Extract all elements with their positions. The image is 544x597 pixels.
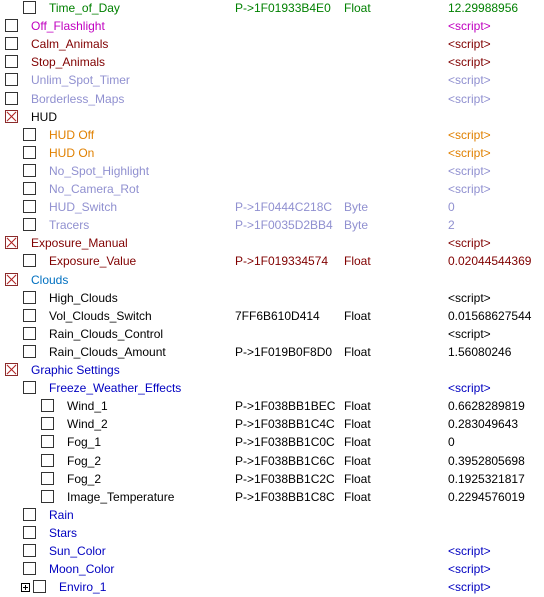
value[interactable]: 0.3952805698: [448, 454, 525, 468]
description[interactable]: Stop_Animals: [31, 55, 106, 69]
value[interactable]: <script>: [448, 73, 491, 87]
activate-checkbox[interactable]: [33, 580, 46, 593]
table-row[interactable]: [0, 18, 544, 36]
table-row[interactable]: [0, 145, 544, 163]
description[interactable]: HUD On: [49, 146, 95, 160]
description[interactable]: Fog_2: [67, 454, 102, 468]
activate-checkbox[interactable]: [23, 164, 36, 177]
value[interactable]: <script>: [448, 291, 491, 305]
description[interactable]: No_Spot_Highlight: [49, 164, 150, 178]
description[interactable]: Rain_Clouds_Amount: [49, 345, 166, 359]
activate-checkbox[interactable]: [5, 19, 18, 32]
table-row[interactable]: [0, 290, 544, 308]
activate-checkbox[interactable]: [5, 110, 18, 123]
table-row[interactable]: [0, 525, 544, 543]
description[interactable]: Exposure_Manual: [31, 236, 128, 250]
activate-checkbox[interactable]: [23, 508, 36, 521]
activate-checkbox[interactable]: [23, 291, 36, 304]
description[interactable]: Wind_1: [67, 399, 108, 413]
activate-checkbox[interactable]: [23, 254, 36, 267]
table-row[interactable]: [0, 109, 544, 127]
address[interactable]: P->1F038BB1C0C: [235, 435, 335, 449]
value[interactable]: <script>: [448, 19, 491, 33]
value-type[interactable]: Float: [344, 454, 371, 468]
value[interactable]: 12.29988956: [448, 1, 519, 15]
description[interactable]: Image_Temperature: [67, 490, 175, 504]
description[interactable]: HUD Off: [49, 128, 95, 142]
value-type[interactable]: Float: [344, 490, 371, 504]
value[interactable]: 0.2294576019: [448, 490, 525, 504]
value[interactable]: 0.6628289819: [448, 399, 525, 413]
activate-checkbox[interactable]: [5, 55, 18, 68]
activate-checkbox[interactable]: [23, 182, 36, 195]
address[interactable]: P->1F038BB1C6C: [235, 454, 335, 468]
activate-checkbox[interactable]: [23, 200, 36, 213]
value[interactable]: 0: [448, 435, 455, 449]
address[interactable]: P->1F0444C218C: [235, 200, 333, 214]
table-row[interactable]: [0, 0, 544, 18]
value[interactable]: <script>: [448, 146, 491, 160]
value[interactable]: 0.1925321817: [448, 472, 525, 486]
activate-checkbox[interactable]: [5, 37, 18, 50]
activate-checkbox[interactable]: [5, 236, 18, 249]
address[interactable]: P->1F038BB1C2C: [235, 472, 335, 486]
value[interactable]: <script>: [448, 182, 491, 196]
table-row[interactable]: [0, 579, 544, 597]
value-type[interactable]: Float: [344, 345, 371, 359]
table-row[interactable]: [0, 507, 544, 525]
description[interactable]: Fog_1: [67, 435, 102, 449]
table-row[interactable]: [0, 127, 544, 145]
value[interactable]: 1.56080246: [448, 345, 512, 359]
activate-checkbox[interactable]: [23, 526, 36, 539]
table-row[interactable]: [0, 380, 544, 398]
value[interactable]: <script>: [448, 164, 491, 178]
activate-checkbox[interactable]: [23, 327, 36, 340]
table-row[interactable]: [0, 326, 544, 344]
value-type[interactable]: Byte: [344, 218, 369, 232]
description[interactable]: Time_of_Day: [49, 1, 120, 15]
value-type[interactable]: Float: [344, 309, 371, 323]
address[interactable]: P->1F01933B4E0: [235, 1, 331, 15]
activate-checkbox[interactable]: [41, 454, 54, 467]
activate-checkbox[interactable]: [23, 309, 36, 322]
address[interactable]: P->1F019B0F8D0: [235, 345, 333, 359]
description[interactable]: Exposure_Value: [49, 254, 137, 268]
activate-checkbox[interactable]: [23, 128, 36, 141]
value-type[interactable]: Float: [344, 399, 371, 413]
description[interactable]: Sun_Color: [49, 544, 106, 558]
activate-checkbox[interactable]: [5, 92, 18, 105]
address[interactable]: P->1F019334574: [235, 254, 329, 268]
value-type[interactable]: Float: [344, 1, 371, 15]
value[interactable]: <script>: [448, 327, 491, 341]
description[interactable]: Stars: [49, 526, 78, 540]
activate-checkbox[interactable]: [41, 435, 54, 448]
value[interactable]: 0: [448, 200, 455, 214]
activate-checkbox[interactable]: [23, 544, 36, 557]
table-row[interactable]: [0, 72, 544, 90]
activate-checkbox[interactable]: [23, 562, 36, 575]
description[interactable]: HUD: [31, 110, 57, 124]
description[interactable]: Borderless_Maps: [31, 92, 125, 106]
address[interactable]: P->1F038BB1BEC: [235, 399, 336, 413]
address[interactable]: 7FF6B610D414: [235, 309, 320, 323]
table-row[interactable]: [0, 181, 544, 199]
description[interactable]: Freeze_Weather_Effects: [49, 381, 182, 395]
description[interactable]: HUD_Switch: [49, 200, 118, 214]
description[interactable]: Moon_Color: [49, 562, 115, 576]
description[interactable]: Vol_Clouds_Switch: [49, 309, 152, 323]
activate-checkbox[interactable]: [23, 218, 36, 231]
table-row[interactable]: [0, 217, 544, 235]
value[interactable]: 0.01568627544: [448, 309, 532, 323]
description[interactable]: Rain: [49, 508, 74, 522]
table-row[interactable]: [0, 434, 544, 452]
table-row[interactable]: [0, 344, 544, 362]
activate-checkbox[interactable]: [5, 273, 18, 286]
value-type[interactable]: Float: [344, 254, 371, 268]
table-row[interactable]: [0, 54, 544, 72]
table-row[interactable]: [0, 235, 544, 253]
value-type[interactable]: Byte: [344, 200, 369, 214]
value-type[interactable]: Float: [344, 417, 371, 431]
value[interactable]: <script>: [448, 544, 491, 558]
description[interactable]: Calm_Animals: [31, 37, 109, 51]
activate-checkbox[interactable]: [41, 472, 54, 485]
description[interactable]: Wind_2: [67, 417, 108, 431]
value[interactable]: <script>: [448, 580, 491, 594]
activate-checkbox[interactable]: [23, 146, 36, 159]
table-row[interactable]: [0, 272, 544, 290]
table-row[interactable]: [0, 199, 544, 217]
activate-checkbox[interactable]: [41, 490, 54, 503]
address[interactable]: P->1F038BB1C8C: [235, 490, 335, 504]
value[interactable]: <script>: [448, 37, 491, 51]
table-row[interactable]: [0, 91, 544, 109]
activate-checkbox[interactable]: [41, 399, 54, 412]
value-type[interactable]: Float: [344, 472, 371, 486]
table-row[interactable]: [0, 416, 544, 434]
description[interactable]: Rain_Clouds_Control: [49, 327, 164, 341]
table-row[interactable]: [0, 471, 544, 489]
table-row[interactable]: [0, 398, 544, 416]
value[interactable]: <script>: [448, 92, 491, 106]
value[interactable]: <script>: [448, 55, 491, 69]
address[interactable]: P->1F0035D2BB4: [235, 218, 333, 232]
table-row[interactable]: [0, 36, 544, 54]
table-row[interactable]: [0, 308, 544, 326]
value[interactable]: 0.02044544369: [448, 254, 532, 268]
description[interactable]: Clouds: [31, 273, 69, 287]
activate-checkbox[interactable]: [41, 417, 54, 430]
description[interactable]: High_Clouds: [49, 291, 118, 305]
table-row[interactable]: [0, 453, 544, 471]
description[interactable]: Enviro_1: [59, 580, 107, 594]
value[interactable]: <script>: [448, 236, 491, 250]
description[interactable]: Tracers: [49, 218, 90, 232]
description[interactable]: Off_Flashlight: [31, 19, 105, 33]
activate-checkbox[interactable]: [23, 345, 36, 358]
table-row[interactable]: [0, 362, 544, 380]
description[interactable]: Graphic Settings: [31, 363, 120, 377]
table-row[interactable]: [0, 561, 544, 579]
value[interactable]: <script>: [448, 381, 491, 395]
value-type[interactable]: Float: [344, 435, 371, 449]
table-row[interactable]: [0, 163, 544, 181]
description[interactable]: No_Camera_Rot: [49, 182, 140, 196]
activate-checkbox[interactable]: [23, 1, 36, 14]
expand-icon[interactable]: [21, 583, 30, 592]
value[interactable]: 2: [448, 218, 455, 232]
address[interactable]: P->1F038BB1C4C: [235, 417, 335, 431]
activate-checkbox[interactable]: [23, 381, 36, 394]
table-row[interactable]: [0, 489, 544, 507]
value[interactable]: <script>: [448, 128, 491, 142]
value[interactable]: <script>: [448, 562, 491, 576]
table-row[interactable]: [0, 253, 544, 271]
activate-checkbox[interactable]: [5, 363, 18, 376]
description[interactable]: Fog_2: [67, 472, 102, 486]
table-row[interactable]: [0, 543, 544, 561]
description[interactable]: Unlim_Spot_Timer: [31, 73, 130, 87]
value[interactable]: 0.283049643: [448, 417, 519, 431]
activate-checkbox[interactable]: [5, 73, 18, 86]
